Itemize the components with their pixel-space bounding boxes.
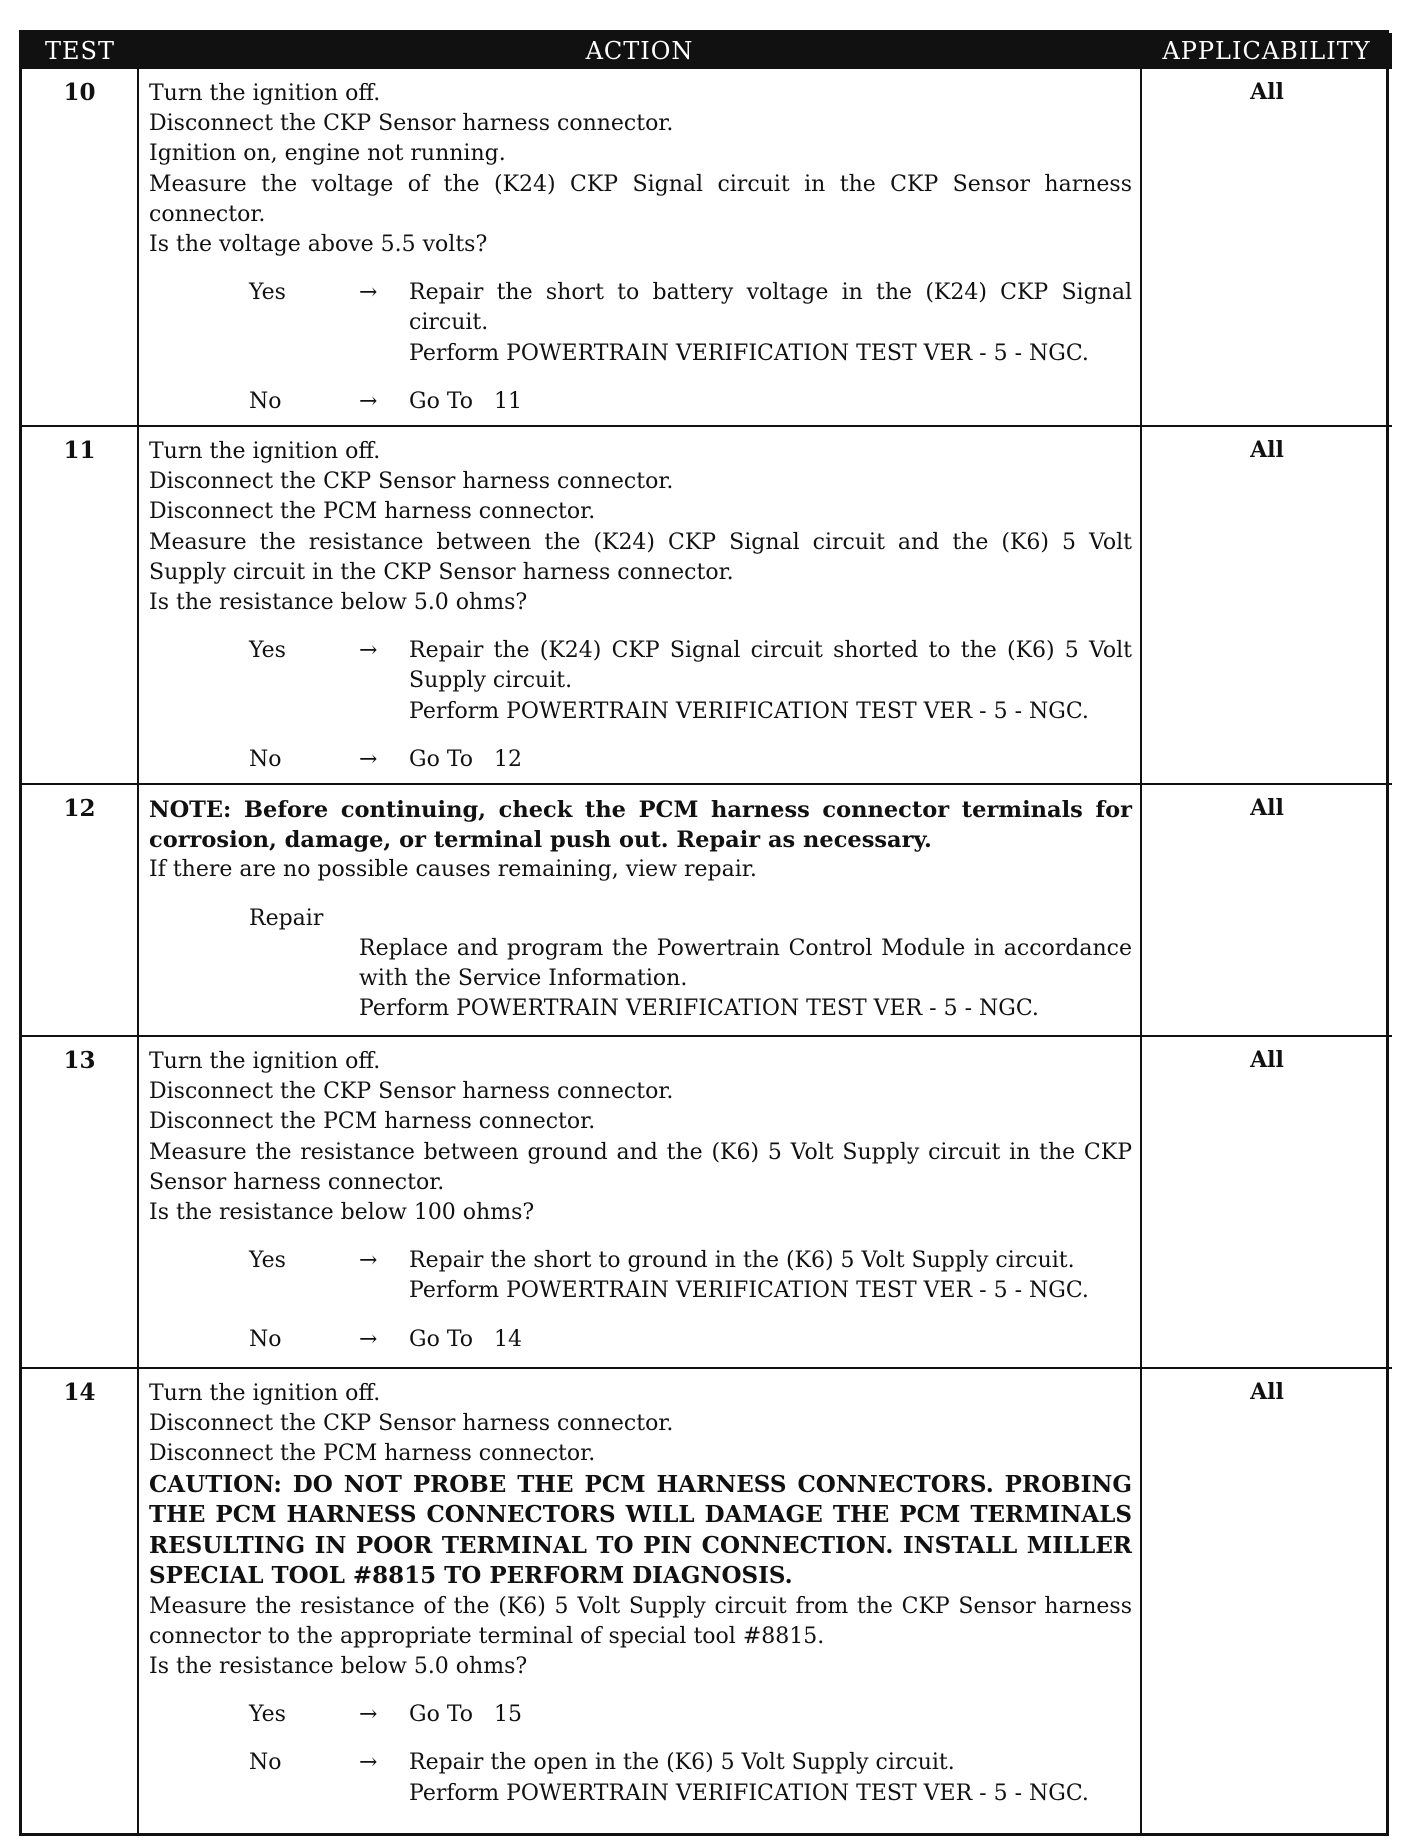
applicability-value: All [1250,79,1284,105]
action-step: Measure the resistance of the (K6) 5 Volt Supply circuit from the CKP Sensor harness connector to the appropriate terminal of special tool #8815. [149,1593,1132,1649]
yes-label: Yes [249,1702,286,1728]
verification-step: Perform POWERTRAIN VERIFICATION TEST VER - 5 - NGC. [409,698,1089,724]
table-header-row [22,33,1392,69]
arrow-icon: → [359,280,378,306]
action-question: Is the resistance below 100 ohms? [149,1200,535,1226]
arrow-icon: → [359,638,378,664]
action-cell [138,1036,1141,1368]
table-row-test-13 [22,1036,1392,1368]
action-step: Disconnect the PCM harness connector. [149,1441,596,1467]
yes-label: Yes [249,1248,286,1274]
caution-text: CAUTION: DO NOT PROBE THE PCM HARNESS CONNECTORS. PROBING THE PCM HARNESS CONNECTORS WILL DAMAGE THE PCM TERMINALS RESULTING IN POOR TERMINAL TO PIN CONNECTION. INSTALL MILLER SPECIAL TOOL #8815 TO PERFORM DIAGNOSIS. [149,1470,1132,1590]
action-cell [138,426,1141,784]
yes-label: Yes [249,638,286,664]
header-applicability: APPLICABILITY [1141,33,1392,69]
yes-result [249,278,1132,369]
test-number: 11 [22,426,138,784]
verification-step: Perform POWERTRAIN VERIFICATION TEST VER - 5 - NGC. [409,1278,1089,1304]
action-step: If there are no possible causes remaining, view repair. [149,857,757,883]
header-action: ACTION [138,33,1141,69]
diagnostic-test-table [22,33,1392,1833]
arrow-icon: → [359,1248,378,1274]
test-number: 13 [22,1036,138,1368]
table-row-test-14 [22,1368,1392,1833]
verification-step: Perform POWERTRAIN VERIFICATION TEST VER - 5 - NGC. [409,1780,1089,1806]
arrow-icon: → [359,746,378,772]
action-cell [138,69,1141,426]
yes-result [249,1246,1132,1306]
verification-step: Perform POWERTRAIN VERIFICATION TEST VER - 5 - NGC. [409,340,1089,366]
test-number: 10 [22,69,138,426]
table-row-test-11 [22,426,1392,784]
action-step: Measure the voltage of the (K24) CKP Signal circuit in the CKP Sensor harness connector. [149,171,1132,227]
action-question: Is the resistance below 5.0 ohms? [149,590,528,616]
applicability-value: All [1141,426,1392,784]
yes-action: Go To 15 [409,1702,522,1728]
yes-result [249,1700,1132,1730]
action-cell [138,784,1141,1036]
action-step: Turn the ignition off. [149,1049,381,1075]
yes-action: Repair the short to battery voltage in the (K24) CKP Signal circuit. [409,280,1132,336]
no-label: No [249,1750,282,1776]
repair-action: Replace and program the Powertrain Control Module in accordance with the Service Information. [359,935,1132,992]
applicability-value: All [1141,784,1392,1036]
action-step: Disconnect the CKP Sensor harness connector. [149,1079,674,1105]
note-text: NOTE: Before continuing, check the PCM harness connector terminals for corrosion, damage, or terminal push out. Repair as necessary. [149,797,1132,854]
no-label: No [249,388,282,414]
action-step: Ignition on, engine not running. [149,141,506,167]
no-result [249,745,1132,775]
no-action: Go To 12 [409,746,522,772]
no-result [249,1748,1132,1808]
action-step: Disconnect the PCM harness connector. [149,1109,596,1135]
table-row-test-10 [22,69,1392,426]
no-result [249,387,1132,417]
action-step: Measure the resistance between the (K24) CKP Signal circuit and the (K6) 5 Volt Supply circuit in the CKP Sensor harness connector. [149,529,1132,585]
arrow-icon: → [359,388,378,414]
action-step: Turn the ignition off. [149,439,381,465]
yes-result [249,636,1132,727]
yes-label: Yes [249,280,286,306]
test-number: 12 [22,784,138,1036]
diagnostic-table-page [19,30,1389,1836]
table-row-test-12 [22,784,1392,1036]
applicability-value: All [1141,1036,1392,1368]
action-question: Is the voltage above 5.5 volts? [149,232,488,258]
action-cell [138,1368,1141,1833]
verification-step: Perform POWERTRAIN VERIFICATION TEST VER - 5 - NGC. [359,996,1039,1022]
no-action: Go To 11 [409,388,522,414]
action-step: Turn the ignition off. [149,81,381,106]
arrow-icon: → [359,1326,378,1352]
no-action: Go To 14 [409,1326,522,1352]
test-number: 14 [22,1368,138,1833]
action-question: Is the resistance below 5.0 ohms? [149,1654,528,1680]
action-step: Turn the ignition off. [149,1381,381,1407]
action-step: Disconnect the CKP Sensor harness connector. [149,111,674,137]
yes-action: Repair the short to ground in the (K6) 5 Volt Supply circuit. [409,1248,1075,1274]
action-step: Disconnect the PCM harness connector. [149,499,596,525]
header-test: TEST [22,33,138,69]
action-step: Disconnect the CKP Sensor harness connector. [149,1411,674,1437]
repair-label: Repair [249,905,324,931]
applicability-value: All [1141,1368,1392,1833]
no-label: No [249,746,282,772]
no-action: Repair the open in the (K6) 5 Volt Supply circuit. [409,1750,955,1776]
no-label: No [249,1326,282,1352]
yes-action: Repair the (K24) CKP Signal circuit shorted to the (K6) 5 Volt Supply circuit. [409,638,1132,694]
action-step: Measure the resistance between ground and the (K6) 5 Volt Supply circuit in the CKP Sensor harness connector. [149,1139,1132,1195]
arrow-icon: → [359,1702,378,1728]
arrow-icon: → [359,1750,378,1776]
action-step: Disconnect the CKP Sensor harness connector. [149,469,674,495]
no-result [249,1325,1132,1355]
